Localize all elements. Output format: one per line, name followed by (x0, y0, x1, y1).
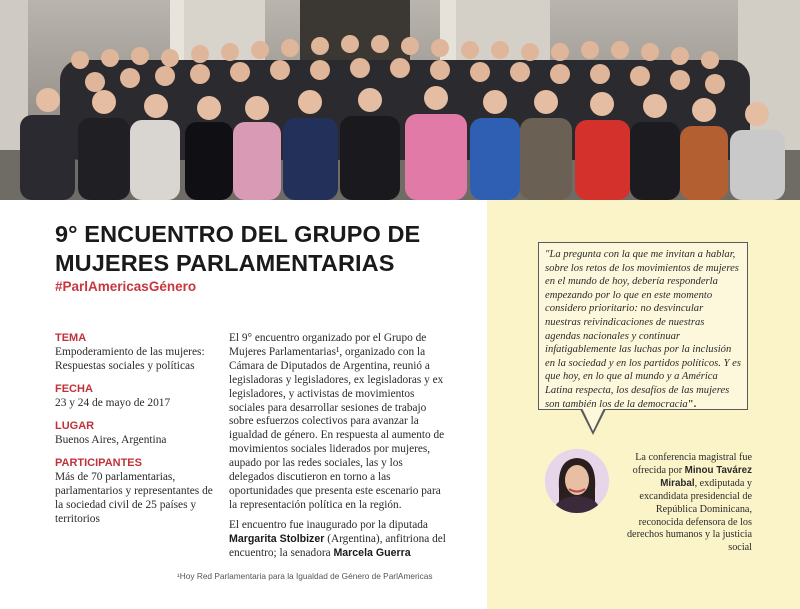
title-line-1: 9° ENCUENTRO DEL GRUPO DE (55, 221, 421, 247)
article-body (229, 332, 447, 567)
group-photo (0, 0, 800, 200)
quote-tail-inner (582, 408, 604, 431)
quote-text: "La pregunta con la que me invitan a hablar, sobre los retos de los movimientos de mujeres en el mundo de hoy, debería responderla empezando por lo que en este momento considero prioritario: no desvincular nuestras reivindicaciones de nuestras agendas nacionales y continuar infatigablemente las luchas por la inclusión en la sociedad y en los partidos políticos. Y es que hoy, en lo que al mundo y a América Latina respecta, los desafíos de las mujeres son también los de la democracia (545, 249, 741, 410)
body-p2-text-b: (Argentina), anfitriona del encuentro; la senadora (229, 532, 446, 559)
fact-label-lugar: LUGAR (55, 420, 95, 432)
body-p2-name-1: Margarita Stolbizer (229, 532, 325, 545)
body-paragraph-1: El 9° encuentro organizado por el Grupo de Mujeres Parlamentarias¹, organizado con la Cámara de Diputados de Argentina, reunió a legisladoras y legisladores, ex legisladoras y ex legisladores, y activistas de movimientos sociales para desarrollar sesiones de trabajo sobre esfuerzos colectivos para avanzar la igualdad de género. En respuesta al aumento de movimientos sociales liderados por mujeres, aupado por las redes sociales, las y los delegados discutieron en torno a las oportunidades que presenta este escenario para la representación política en la región. (229, 332, 445, 511)
portrait-icon (545, 449, 609, 513)
fact-value-fecha: 23 y 24 de mayo de 2017 (55, 397, 171, 409)
facts-column (55, 331, 215, 535)
fact-label-tema: TEMA (55, 332, 87, 344)
group-photo-illustration (0, 0, 800, 200)
fact-label-fecha: FECHA (55, 383, 93, 395)
speaker-bio (612, 452, 752, 555)
body-paragraph-2 (229, 519, 447, 561)
quote-box (538, 242, 748, 410)
fact-label-participantes: PARTICIPANTES (55, 457, 142, 469)
article-title (55, 220, 475, 278)
speaker-portrait (545, 449, 609, 513)
speaker-name: Minou Tavárez Mirabal (660, 464, 752, 489)
bio-text-b: , exdiputada y excandidata presidencial de República Dominicana, reconocida defensora de los derechos humanos y la justicia social (626, 477, 752, 554)
bio-text-a: La conferencia magistral fue ofrecida por (632, 452, 752, 476)
hashtag: #ParlAmericasGénero (55, 279, 197, 294)
body-p2-text-a: El encuentro fue inaugurado por la diputada (229, 518, 428, 531)
fact-value-tema: Empoderamiento de las mujeres: Respuestas sociales y políticas (55, 346, 205, 372)
footnote: ¹Hoy Red Parlamentaria para la Igualdad de Género de ParlAmericas (177, 571, 433, 581)
fact-value-participantes: Más de 70 parlamentarias, parlamentarios y representantes de la sociedad civil de 25 países y territorios (55, 471, 213, 525)
quote-end: ". (687, 398, 697, 410)
body-p2-name-2: Marcela Guerra (333, 546, 411, 559)
fact-value-lugar: Buenos Aires, Argentina (55, 434, 167, 446)
title-line-2: MUJERES PARLAMENTARIAS (55, 250, 395, 276)
